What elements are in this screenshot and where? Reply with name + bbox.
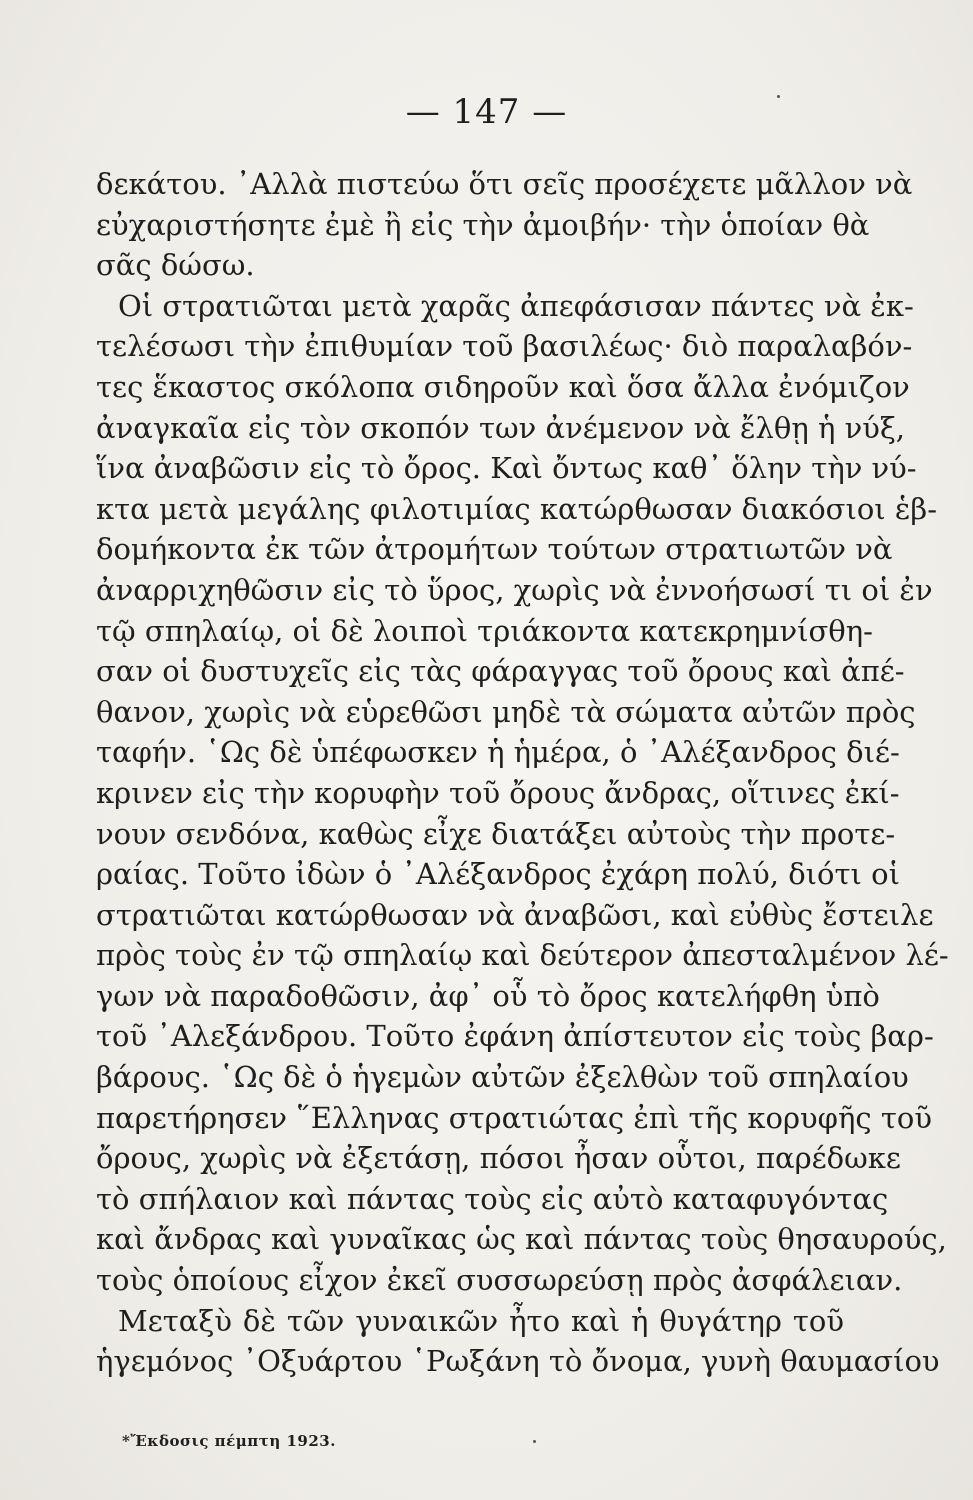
text-line: τες ἕκαστος σκόλοπα σιδηροῦν καὶ ὅσα ἄλλα ἐνόμιζον — [96, 369, 910, 404]
text-line: τὸ σπήλαιον καὶ πάντας τοὺς εἰς αὐτὸ καταφυγόντας — [96, 1181, 889, 1216]
text-line: νουν σενδόνα, καθὼς εἶχε διατάξει αὐτοὺς τὴν προτε- — [96, 816, 896, 851]
text-line: ὄρους, χωρὶς νὰ ἐξετάσῃ, πόσοι ἦσαν οὗτοι, παρέδωκε — [96, 1141, 901, 1176]
text-line: κρινεν εἰς τὴν κορυφὴν τοῦ ὄρους ἄνδρας, οἵτινες ἐκί- — [96, 775, 900, 810]
text-line: βάρους. ῾Ως δὲ ὁ ἡγεμὼν αὐτῶν ἐξελθὼν τοῦ σπηλαίου — [96, 1060, 909, 1095]
text-line: ἀναγκαῖα εἰς τὸν σκοπόν των ἀνέμενον νὰ ἔλθῃ ἡ νύξ, — [96, 410, 906, 445]
text-line: θανον, χωρὶς νὰ εὑρεθῶσι μηδὲ τὰ σώματα αὐτῶν πρὸς — [96, 694, 916, 729]
edition-footnote: *Ἔκδοσις πέμπτη 1923. — [122, 1432, 336, 1450]
paragraph — [96, 1301, 940, 1382]
page-number: — 147 — — [405, 92, 568, 132]
text-line: ἡγεμόνος ᾿Οξυάρτου ῾Ρωξάνη τὸ ὄνομα, γυνὴ θαυμασίου — [96, 1344, 940, 1379]
text-line: στρατιῶται κατώρθωσαν νὰ ἀναβῶσι, καὶ εὐθὺς ἔστειλε — [96, 897, 934, 932]
text-line: σᾶς δώσω. — [96, 248, 255, 283]
text-line: Οἱ στρατιῶται μετὰ χαρᾶς ἀπεφάσισαν πάντες νὰ ἐκ- — [118, 288, 914, 323]
print-speck — [777, 95, 780, 98]
text-line: εὐχαριστήσητε ἐμὲ ἢ εἰς τὴν ἀμοιβήν· τὴν ὁποίαν θὰ — [96, 207, 870, 242]
text-line: ταφήν. ῾Ως δὲ ὑπέφωσκεν ἡ ἡμέρα, ὁ ᾿Αλέξανδρος διέ- — [96, 735, 900, 770]
text-line: ραίας. Τοῦτο ἰδὼν ὁ ᾿Αλέξανδρος ἐχάρη πολύ, διότι οἱ — [96, 857, 900, 892]
text-line: παρετήρησεν ῞Ελληνας στρατιώτας ἐπὶ τῆς κορυφῆς τοῦ — [96, 1100, 932, 1135]
text-line: πρὸς τοὺς ἐν τῷ σπηλαίῳ καὶ δεύτερον ἀπεσταλμένον λέ- — [96, 938, 949, 973]
text-line: τελέσωσι τὴν ἐπιθυμίαν τοῦ βασιλέως· διὸ παραλαβόν- — [96, 329, 913, 364]
paragraph — [96, 164, 913, 286]
text-line: τῷ σπηλαίῳ, οἱ δὲ λοιποὶ τριάκοντα κατεκρημνίσθη- — [96, 613, 873, 648]
text-line: κτα μετὰ μεγάλης φιλοτιμίας κατώρθωσαν διακόσιοι ἑβ- — [96, 491, 937, 526]
body-text — [96, 164, 949, 1382]
text-line: σαν οἱ δυστυχεῖς εἰς τὰς φάραγγας τοῦ ὄρους καὶ ἀπέ- — [96, 654, 905, 689]
text-line: ἀναρριχηθῶσιν εἰς τὸ ὕρος, χωρὶς νὰ ἐννοήσωσί τι οἱ ἐν — [96, 572, 933, 607]
text-line: καὶ ἄνδρας καὶ γυναῖκας ὡς καὶ πάντας τοὺς θησαυρούς, — [96, 1222, 947, 1257]
text-line: τοὺς ὁποίους εἶχον ἐκεῖ συσσωρεύσῃ πρὸς ἀσφάλειαν. — [96, 1263, 903, 1298]
text-line: τοῦ ᾿Αλεξάνδρου. Τοῦτο ἐφάνη ἀπίστευτον εἰς τοὺς βαρ- — [96, 1019, 934, 1054]
text-line: γων νὰ παραδοθῶσιν, ἀφ᾿ οὗ τὸ ὄρος κατελήφθη ὑπὸ — [96, 978, 880, 1013]
text-line: ἵνα ἀναβῶσιν εἰς τὸ ὄρος. Καὶ ὄντως καθ᾿ ὅλην τὴν νύ- — [96, 451, 917, 486]
print-speck — [533, 1440, 536, 1443]
text-line: δομήκοντα ἐκ τῶν ἀτρομήτων τούτων στρατιωτῶν νὰ — [96, 532, 893, 567]
text-line: Μεταξὺ δὲ τῶν γυναικῶν ἦτο καὶ ἡ θυγάτηρ τοῦ — [118, 1303, 844, 1338]
paragraph — [96, 286, 949, 1301]
text-line: δεκάτου. ᾿Αλλὰ πιστεύω ὅτι σεῖς προσέχετε μᾶλλον νὰ — [96, 167, 913, 201]
